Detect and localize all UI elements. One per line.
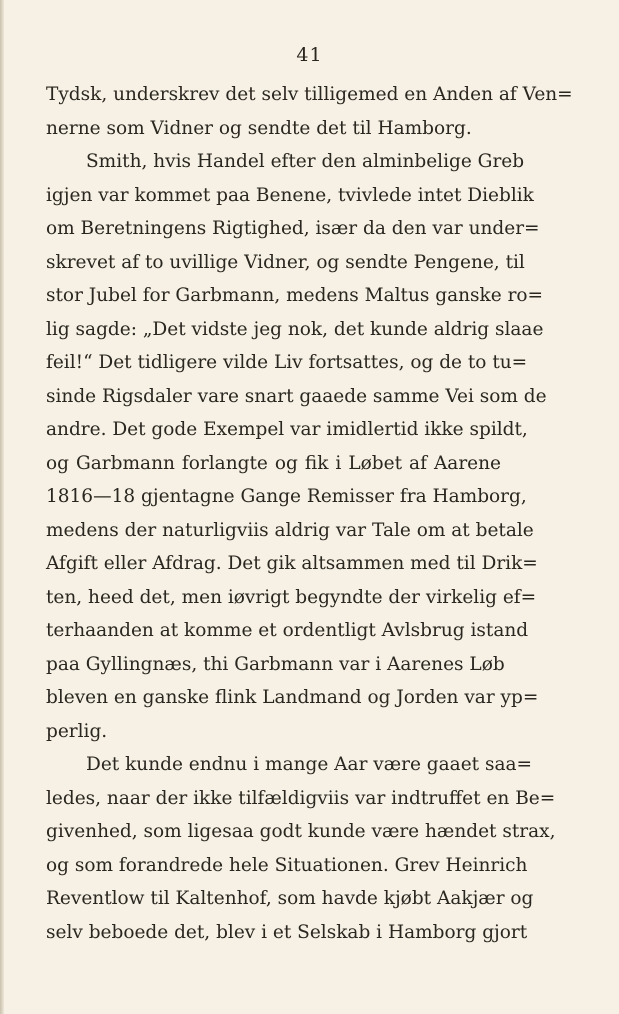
text-line: Afgift eller Afdrag. Det gik altsammen med til Drik= (46, 553, 538, 574)
text-line: Reventlow til Kaltenhof, som havde kjøbt Aakjær og (46, 888, 534, 909)
text-line: givenhed, som ligesaa godt kunde være hændet strax, (46, 821, 556, 842)
text-line: og som forandrede hele Situationen. Grev Heinrich (46, 854, 528, 876)
page-edge (0, 0, 4, 1014)
text-line: Smith, hvis Handel efter den alminbelige Greb (86, 151, 525, 172)
text-line: ledes, naar der ikke tilfældigviis var indtruffet en Be= (46, 787, 556, 809)
text-line: bleven en ganske flink Landmand og Jorden var yp= (46, 687, 539, 708)
text-line: feil!“ Det tidligere vilde Liv fortsattes, og de to tu= (46, 352, 528, 373)
text-line: nerne som Vidner og sendte det til Hamborg. (46, 117, 472, 139)
text-line: terhaanden at komme et ordentligt Avlsbrug istand (46, 620, 529, 641)
text-line: ten, heed det, men iøvrigt begyndte der virkelig ef= (46, 586, 537, 608)
text-line: selv beboede det, blev i et Selskab i Hamborg gjort (46, 921, 528, 943)
text-line: andre. Det gode Exempel var imidlertid ikke spildt, (46, 419, 528, 440)
text-line: medens der naturligviis aldrig var Tale om at betale (46, 519, 534, 541)
text-line: 1816—18 gjentagne Gange Remisser fra Hamborg, (46, 486, 527, 507)
text-line: sinde Rigsdaler vare snart gaaede samme Vei som de (46, 385, 547, 407)
text-line: Tydsk, underskrev det selv tilligemed en Anden af Ven= (46, 84, 573, 105)
text-line: paa Gyllingnæs, thi Garbmann var i Aarenes Løb (46, 653, 505, 675)
text-line: Det kunde endnu i mange Aar være gaaet saa= (86, 754, 533, 775)
text-line: lig sagde: „Det vidste jeg nok, det kunde aldrig slaae (46, 318, 544, 340)
text-line: og Garbmann forlangte og fik i Løbet af Aarene (46, 452, 501, 474)
body-text (46, 78, 573, 949)
text-line: perlig. (46, 720, 108, 742)
text-line: om Beretningens Rigtighed, især da den var under= (46, 218, 540, 239)
text-line: stor Jubel for Garbmann, medens Maltus ganske ro= (46, 285, 544, 306)
text-line: skrevet af to uvillige Vidner, og sendte Pengene, til (46, 251, 525, 273)
text-line: igjen var kommet paa Benene, tvivlede intet Dieblik (46, 184, 534, 206)
page-number: 41 (296, 44, 323, 66)
